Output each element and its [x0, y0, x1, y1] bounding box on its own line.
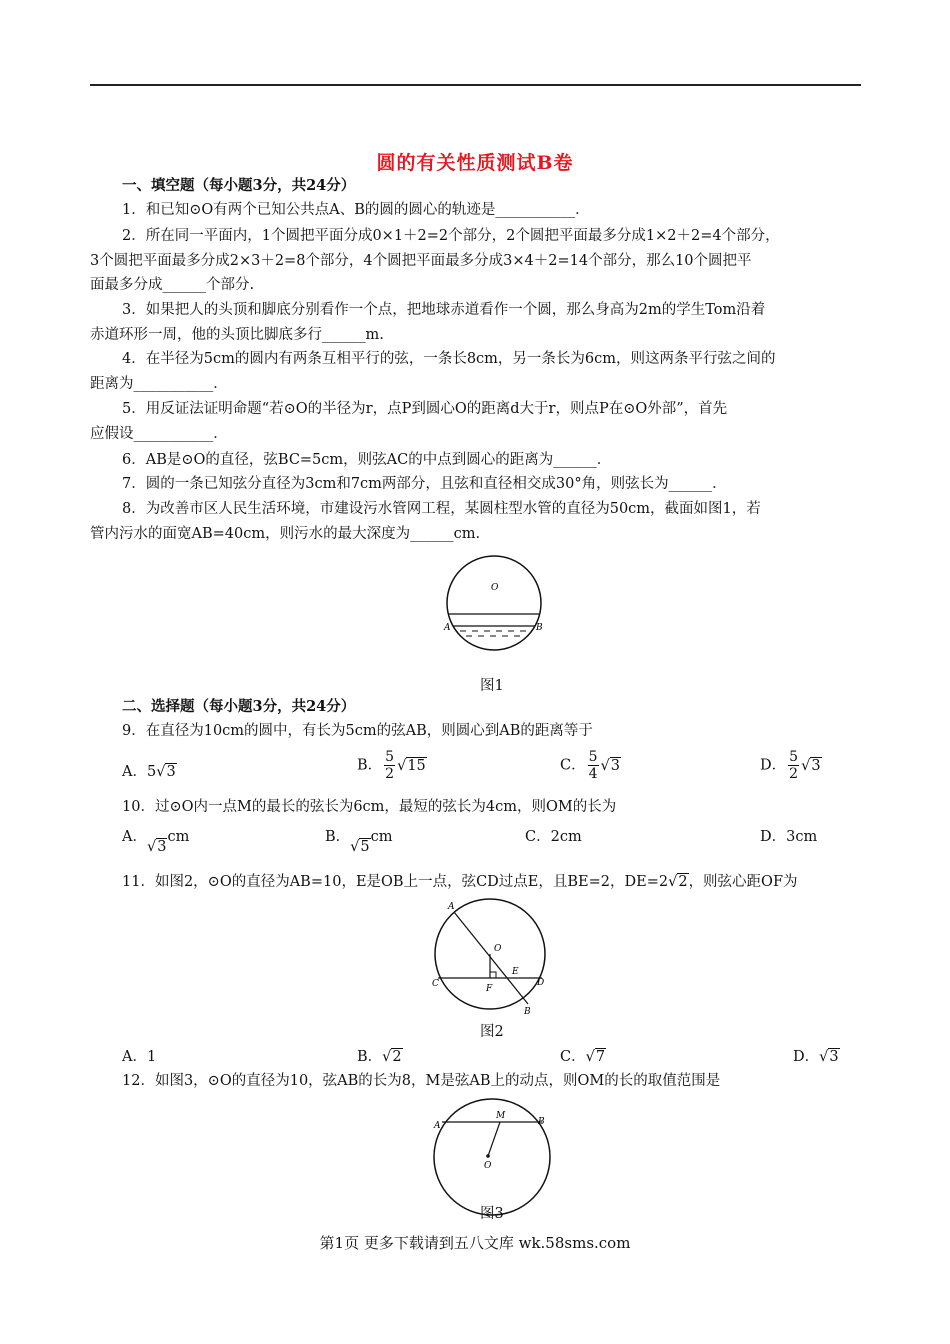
- radicand: 3: [610, 757, 621, 774]
- numerator: 5: [588, 749, 598, 765]
- radicand: 7: [595, 1049, 606, 1065]
- fig1-label-b: B: [536, 623, 543, 633]
- figure-1-pipe-diagram: [440, 548, 550, 660]
- fraction: [588, 749, 599, 782]
- fig1-label-o: O: [491, 583, 499, 593]
- question-line: 3个圆把平面最多分成2×3＋2=8个部分，4个圆把平面最多分成3×4＋2=14个部分，那么10个圆把平: [90, 253, 752, 269]
- question-12: 12．如图3，⊙O的直径为10，弦AB的长为8，M是弦AB上的动点，则OM的长的取值范围是: [122, 1073, 721, 1089]
- sqrt-symbol: √3: [156, 764, 176, 780]
- q9-option-c: [560, 749, 621, 782]
- sqrt-symbol: √3: [801, 757, 821, 774]
- question-line: 6．AB是⊙O的直径，弦BC=5cm，则弦AC的中点到圆心的距离为______．: [122, 452, 612, 468]
- sqrt-symbol: √5: [350, 839, 370, 855]
- unit: cm: [370, 829, 393, 845]
- question-line: 7．圆的一条已知弦分直径为3cm和7cm两部分，且弦和直径相交成30°角，则弦长为______．: [122, 476, 727, 492]
- q11-text-b: ，则弦心距OF为: [688, 874, 798, 890]
- fig2-label-c: C: [432, 979, 439, 989]
- fig3-label-o: O: [484, 1161, 492, 1171]
- option-label: B．: [357, 1049, 383, 1065]
- option-label: A．5: [122, 764, 157, 780]
- radicand: 3: [829, 1049, 839, 1065]
- q9-option-a: [122, 760, 177, 781]
- question-line: 管内污水的面宽AB=40cm，则污水的最大深度为______cm.: [90, 526, 481, 542]
- denominator: 4: [588, 766, 598, 782]
- option-label: A．: [122, 829, 147, 845]
- sqrt-symbol: √3: [600, 757, 621, 774]
- q11-option-a: A．1: [122, 1049, 157, 1065]
- question-line: 2．所在同一平面内，1个圆把平面分成0×1＋2=2个部分，2个圆把平面最多分成1×2＋2=4个部分，: [122, 228, 780, 244]
- unit: cm: [167, 829, 190, 845]
- section-heading-fill: 一、填空题（每小题3分，共24分）: [122, 177, 356, 194]
- fraction: [384, 749, 395, 782]
- fig2-label-e: E: [512, 967, 519, 977]
- sqrt-symbol: √7: [585, 1049, 606, 1065]
- sqrt-symbol: √3: [819, 1049, 839, 1065]
- question-9: 9．在直径为10cm的圆中，有长为5cm的弦AB，则圆心到AB的距离等于: [122, 723, 593, 739]
- q11-option-d: [793, 1045, 840, 1066]
- question-line: 3．如果把人的头顶和脚底分别看作一个点，把地球赤道看作一个圆，那么身高为2m的学生Tom沿着: [122, 302, 766, 318]
- numerator: 5: [789, 749, 799, 765]
- question-line: 应假设___________．: [90, 426, 228, 442]
- q9-option-b: [357, 749, 427, 782]
- fraction: [788, 749, 799, 782]
- q10-option-b: [325, 825, 393, 855]
- option-label: B．: [357, 757, 383, 774]
- question-11: [122, 872, 798, 892]
- sqrt-symbol: √15: [397, 757, 426, 774]
- fig3-label-m: M: [496, 1111, 506, 1121]
- q10-option-c: C．2cm: [525, 829, 582, 845]
- radicand: 3: [811, 757, 821, 774]
- q9-option-d: [760, 749, 822, 782]
- page-title: 圆的有关性质测试B卷: [376, 152, 574, 174]
- header-rule: [90, 84, 861, 86]
- sqrt-symbol: √2: [382, 1049, 402, 1065]
- sqrt-symbol: √3: [146, 839, 167, 855]
- option-label: D．: [793, 1049, 820, 1065]
- numerator: 5: [385, 749, 395, 765]
- fig2-label-f: F: [486, 984, 493, 994]
- q11-text-a: 11．如图2，⊙O的直径为AB=10，E是OB上一点，弦CD过点E，且BE=2，DE=2: [122, 874, 669, 890]
- fig3-label-a: A: [434, 1121, 441, 1131]
- q10-option-d: D．3cm: [760, 829, 818, 845]
- q11-option-b: [357, 1045, 403, 1066]
- radicand: 3: [157, 839, 167, 855]
- fig1-label-a: A: [444, 623, 451, 633]
- figure-3-caption: 图3: [480, 1206, 504, 1222]
- fig3-label-b: B: [538, 1117, 545, 1127]
- q10-option-a: [122, 825, 190, 855]
- question-line: 1．和已知⊙O有两个已知公共点A、B的圆的圆心的轨迹是___________．: [122, 202, 590, 218]
- radicand: 3: [166, 764, 176, 780]
- option-label: D．: [760, 757, 787, 774]
- question-line: 赤道环形一周，他的头顶比脚底多行______m.: [90, 327, 384, 343]
- question-line: 面最多分成______个部分.: [90, 277, 255, 293]
- question-line: 距离为___________．: [90, 376, 228, 392]
- question-line: 8．为改善市区人民生活环境，市建设污水管网工程，某圆柱型水管的直径为50cm，截面如图1，若: [122, 501, 761, 517]
- section-heading-choice: 二、选择题（每小题3分，共24分）: [122, 698, 356, 715]
- figure-2-caption: 图2: [480, 1024, 504, 1040]
- option-label: B．: [325, 829, 351, 845]
- question-line: 4．在半径为5cm的圆内有两条互相平行的弦，一条长8cm，另一条长为6cm，则这两条平行弦之间的: [122, 351, 776, 367]
- radicand: 2: [678, 874, 688, 890]
- figure-1-caption: 图1: [480, 678, 504, 694]
- denominator: 2: [789, 766, 799, 782]
- radicand: 2: [392, 1049, 402, 1065]
- sqrt-symbol: √2: [668, 874, 688, 890]
- radicand: 5: [360, 839, 370, 855]
- fig2-label-o: O: [494, 944, 502, 954]
- page-footer: 第1页 更多下载请到五八文库 wk.58sms.com: [319, 1234, 631, 1252]
- fig2-label-d: D: [537, 978, 545, 988]
- option-label: C．: [560, 1049, 586, 1065]
- figure-2-circle-diagram: [428, 895, 552, 1015]
- fig2-label-b: B: [524, 1007, 531, 1015]
- fig2-label-a: A: [448, 902, 455, 912]
- radicand: 15: [407, 757, 426, 774]
- question-line: 5．用反证法证明命题“若⊙O的半径为r，点P到圆心O的距离d大于r，则点P在⊙O外部”，首先: [122, 401, 728, 417]
- denominator: 2: [385, 766, 395, 782]
- q11-option-c: [560, 1045, 606, 1066]
- option-label: C．: [560, 757, 586, 774]
- question-10: 10．过⊙O内一点M的最长的弦长为6cm，最短的弦长为4cm，则OM的长为: [122, 799, 617, 815]
